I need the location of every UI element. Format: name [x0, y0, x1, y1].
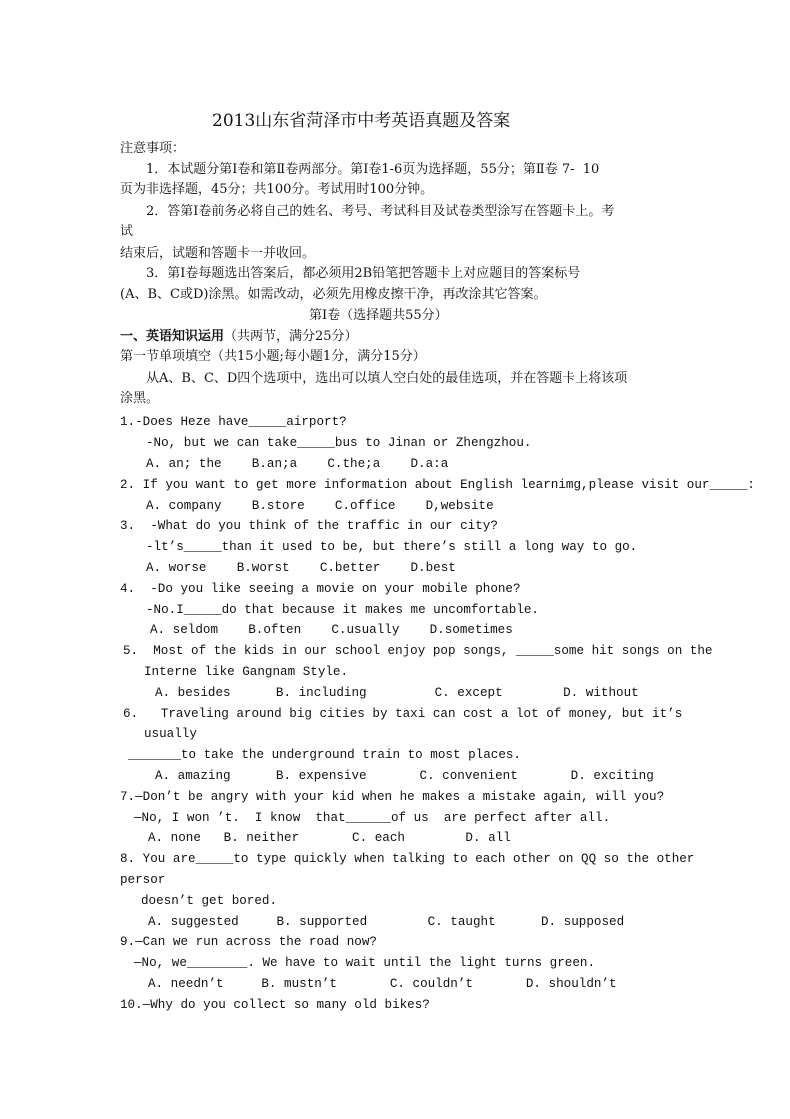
option-line: A. needn’t B. mustn’t C. couldn’t D. shouldn’t — [148, 977, 617, 991]
question-line: 6. Traveling around big cities by taxi can cost a lot of money, but it’s — [123, 707, 683, 721]
option-line: A. company B.store C.office D,website — [146, 499, 494, 513]
question-line: 1.-Does Heze have_____airport? — [120, 415, 347, 429]
option-line: A. besides B. including C. except D. without — [155, 686, 639, 700]
section-title: 第Ⅰ卷（选择题共55分） — [309, 308, 448, 323]
question-line: 9.—Can we run across the road now? — [120, 935, 377, 949]
question-line: 7.—Don’t be angry with your kid when he makes a mistake again, will you? — [120, 790, 665, 804]
notice-line: 3．第Ⅰ卷每题选出答案后，都必须用2B铅笔把答题卡上对应题目的答案标号 — [146, 266, 581, 281]
option-line: A. seldom B.often C.usually D.sometimes — [150, 623, 513, 637]
question-line: -No.I_____do that because it makes me uncomfortable. — [146, 603, 539, 617]
notice-line: 页为非选择题，45分；共100分。考试用时100分钟。 — [120, 182, 434, 197]
question-line: persor — [120, 873, 166, 887]
question-line: —No, we________. We have to wait until the light turns green. — [134, 956, 596, 970]
option-line: A. an; the B.an;a C.the;a D.a:a — [146, 457, 449, 471]
instructions-line: 从A、B、C、D四个选项中，选出可以填人空白处的最佳选项，并在答题卡上将该项 — [146, 371, 628, 386]
notice-line: 试 — [120, 224, 134, 239]
option-line: A. amazing B. expensive C. convenient D. exciting — [155, 769, 654, 783]
question-line: 5. Most of the kids in our school enjoy pop songs, _____some hit songs on the — [123, 644, 713, 658]
question-line: 2. If you want to get more information about English learnimg,please visit our_____: — [120, 478, 755, 492]
instructions-line: 涂黑。 — [120, 391, 160, 406]
page-title: 2013山东省菏泽市中考英语真题及答案 — [212, 111, 511, 131]
question-line: 10.—Why do you collect so many old bikes? — [120, 998, 430, 1012]
option-line: A. suggested B. supported C. taught D. supposed — [148, 915, 625, 929]
question-line: usually — [144, 727, 197, 741]
option-line: A. none B. neither C. each D. all — [148, 831, 511, 845]
question-line: -No, but we can take_____bus to Jinan or Zhengzhou. — [146, 436, 532, 450]
part-heading — [120, 328, 358, 346]
question-line: 8. You are_____to type quickly when talking to each other on QQ so the other — [120, 852, 695, 866]
question-line: 4. -Do you like seeing a movie on your mobile phone? — [120, 582, 521, 596]
question-line: _______to take the underground train to most places. — [128, 748, 521, 762]
question-line: Interne like Gangnam Style. — [144, 665, 349, 679]
part-heading-note: （共两节，满分25分） — [224, 329, 358, 344]
part-heading-label: 一、英语知识运用 — [120, 329, 225, 344]
option-line: A. worse B.worst C.better D.best — [146, 561, 456, 575]
notice-line: 2．答第Ⅰ卷前务必将自己的姓名、考号、考试科目及试卷类型涂写在答题卡上。考 — [146, 204, 615, 219]
notice-line: 1．本试题分第Ⅰ卷和第Ⅱ卷两部分。第Ⅰ卷1-6页为选择题，55分；第Ⅱ卷 7- 10 — [146, 162, 600, 177]
question-line: -lt’s_____than it used to be, but there’s still a long way to go. — [146, 540, 638, 554]
notice-line: 结束后，试题和答题卡一并收回。 — [120, 246, 316, 261]
subsection-title: 第一节单项填空（共15小题;每小题1分，满分15分） — [120, 349, 426, 364]
question-line: 3. -What do you think of the traffic in our city? — [120, 519, 498, 533]
question-line: —No, I won ’t. I know that______of us are perfect after all. — [134, 811, 611, 825]
question-line: doesn’t get bored. — [141, 894, 278, 908]
notice-heading: 注意事项： — [120, 141, 186, 156]
notice-line: (A、B、C或D)涂黑。如需改动，必须先用橡皮擦干净，再改涂其它答案。 — [120, 287, 547, 302]
